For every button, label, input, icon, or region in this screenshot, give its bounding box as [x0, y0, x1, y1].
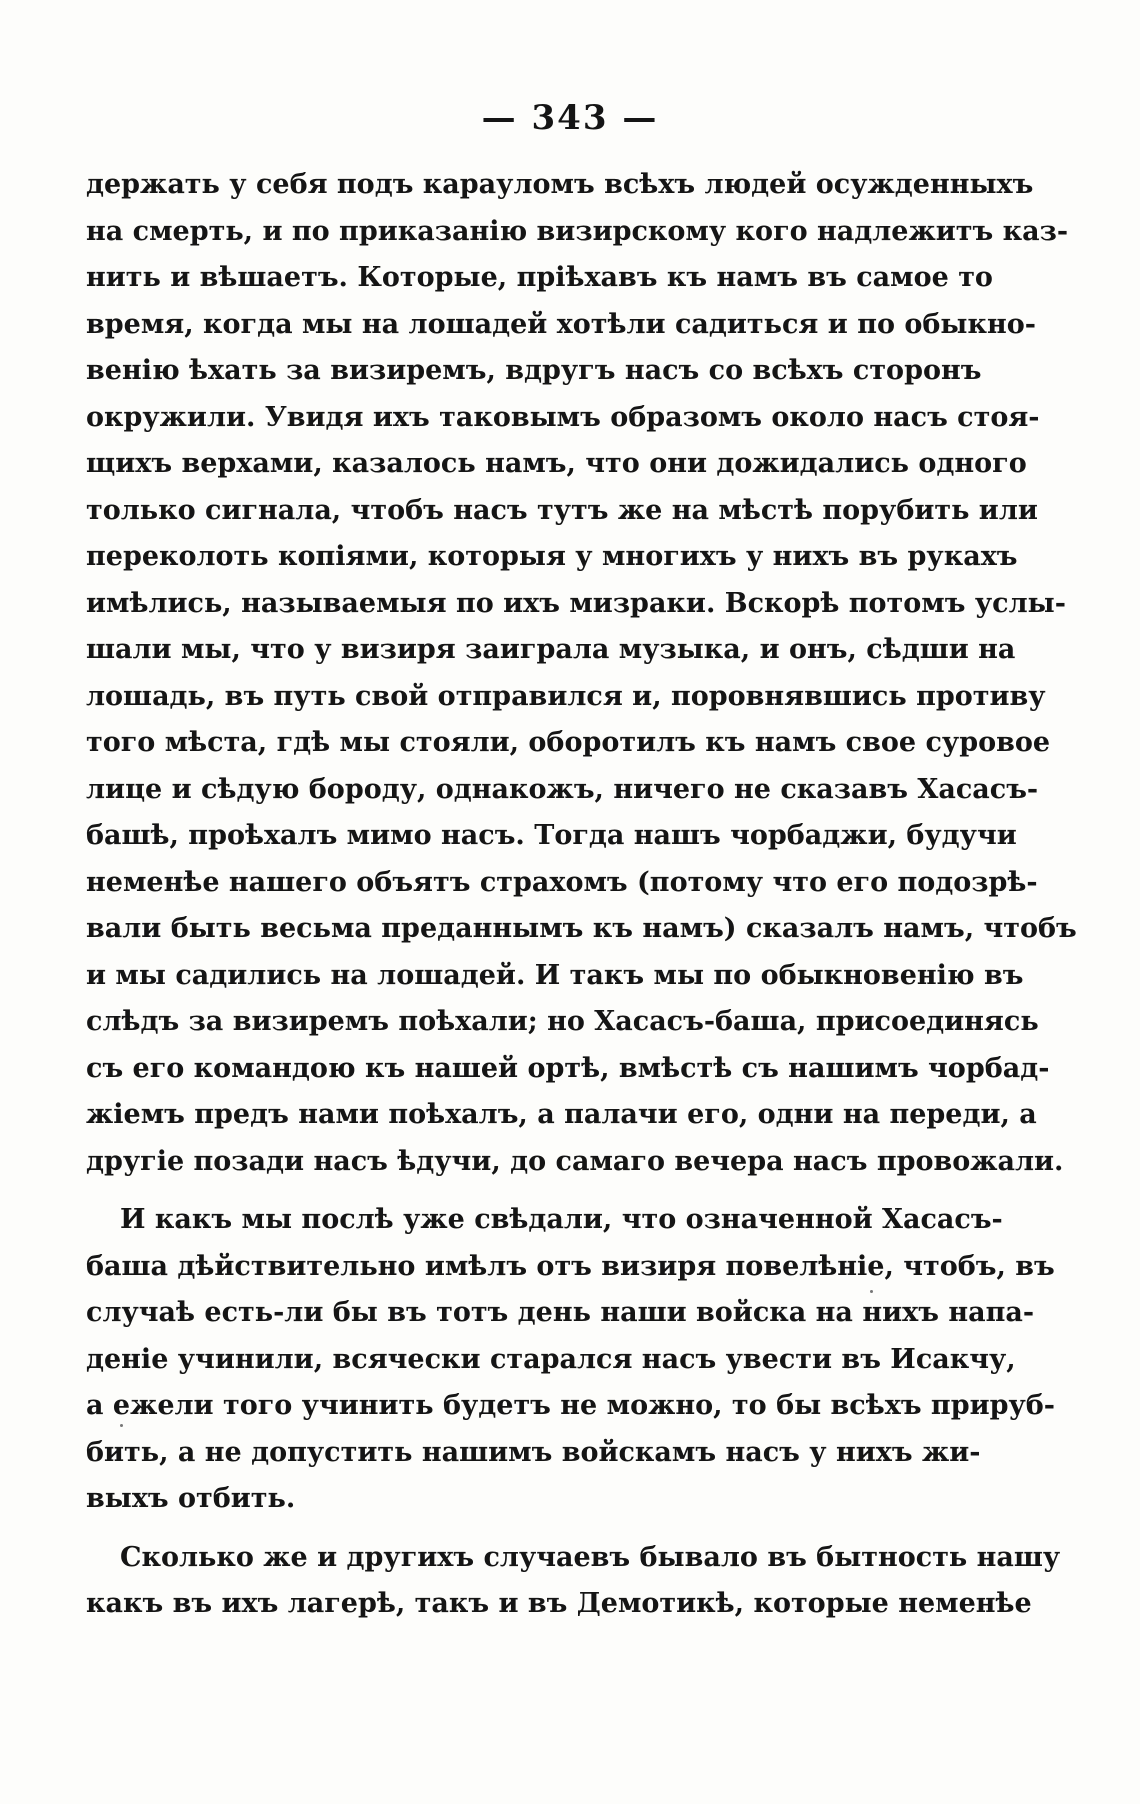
text-line: окружили. Увидя ихъ таковымъ образомъ около насъ стоя- — [86, 401, 1040, 433]
body-text — [86, 162, 1077, 1628]
text-line: бить, а не допустить нашимъ войскамъ насъ у нихъ жи- — [86, 1436, 981, 1468]
text-line: щихъ верхами, казалось намъ, что они дожидались одного — [86, 448, 1027, 479]
text-line: того мѣста, гдѣ мы стояли, оборотилъ къ намъ свое суровое — [86, 727, 1051, 758]
text-line: какъ въ ихъ лагерѣ, такъ и въ Демотикѣ, которые неменѣе — [86, 1588, 1032, 1619]
text-line: выхъ отбить. — [86, 1483, 296, 1514]
text-line: баша дѣйствительно имѣлъ отъ визиря повелѣніе, чтобъ, въ — [86, 1250, 1055, 1282]
paper-speck — [870, 1290, 873, 1293]
text-line: башѣ, проѣхалъ мимо насъ. Тогда нашъ чорбаджи, будучи — [86, 820, 1017, 851]
text-line: неменѣе нашего объятъ страхомъ (потому что его подозрѣ- — [86, 866, 1038, 898]
text-line: переколоть копіями, которыя у многихъ у нихъ въ рукахъ — [86, 541, 1018, 572]
text-line: только сигнала, чтобъ насъ тутъ же на мѣстѣ порубить или — [86, 494, 1038, 526]
text-line: на смерть, и по приказанію визирскому кого надлежитъ каз- — [86, 215, 1069, 247]
text-line: слѣдъ за визиремъ поѣхали; но Хасасъ-баша, присоединясь — [86, 1006, 1039, 1037]
text-line: а ежели того учинить будетъ не можно, то бы всѣхъ прируб- — [86, 1390, 1055, 1421]
text-line: случаѣ есть-ли бы въ тотъ день наши войска на нихъ напа- — [86, 1297, 1035, 1328]
text-line: время, когда мы на лошадей хотѣли садиться и по обыкно- — [86, 308, 1036, 340]
text-line: шали мы, что у визиря заиграла музыка, и онъ, сѣдши на — [86, 634, 1016, 665]
text-line: жіемъ предъ нами поѣхалъ, а палачи его, одни на переди, а — [86, 1099, 1037, 1130]
text-line: лошадь, въ путь свой отправился и, поровнявшись противу — [86, 680, 1046, 712]
text-line: вали быть весьма преданнымъ къ намъ) сказалъ намъ, чтобъ — [86, 913, 1077, 944]
text-line: венію ѣхать за визиремъ, вдругъ насъ со всѣхъ сторонъ — [86, 355, 982, 386]
text-line: другіе позади насъ ѣдучи, до самаго вечера насъ провожали. — [86, 1145, 1064, 1177]
text-line: нить и вѣшаетъ. Которые, пріѣхавъ къ намъ въ самое то — [86, 262, 993, 293]
text-line: Сколько же и другихъ случаевъ бывало въ бытность нашу — [120, 1541, 1061, 1573]
text-line: имѣлись, называемыя по ихъ мизраки. Вскорѣ потомъ услы- — [86, 587, 1066, 619]
text-line: съ его командою къ нашей ортѣ, вмѣстѣ съ нашимъ чорбад- — [86, 1052, 1050, 1084]
text-line: И какъ мы послѣ уже свѣдали, что означенной Хасасъ- — [120, 1204, 1003, 1235]
text-line: держать у себя подъ карауломъ всѣхъ людей осужденныхъ — [86, 169, 1034, 200]
text-line: деніе учинили, всячески старался насъ увести въ Исакчу, — [86, 1343, 1016, 1375]
text-line: лице и сѣдую бороду, однакожъ, ничего не сказавъ Хасасъ- — [86, 773, 1039, 805]
paragraph-2 — [86, 1197, 1055, 1523]
text-line: и мы садились на лошадей. И такъ мы по обыкновенію въ — [86, 959, 1024, 991]
paragraph-1 — [86, 162, 1077, 1185]
page-number: — 343 — — [481, 98, 659, 138]
paragraph-3 — [86, 1535, 1061, 1628]
paper-speck — [120, 1424, 123, 1427]
